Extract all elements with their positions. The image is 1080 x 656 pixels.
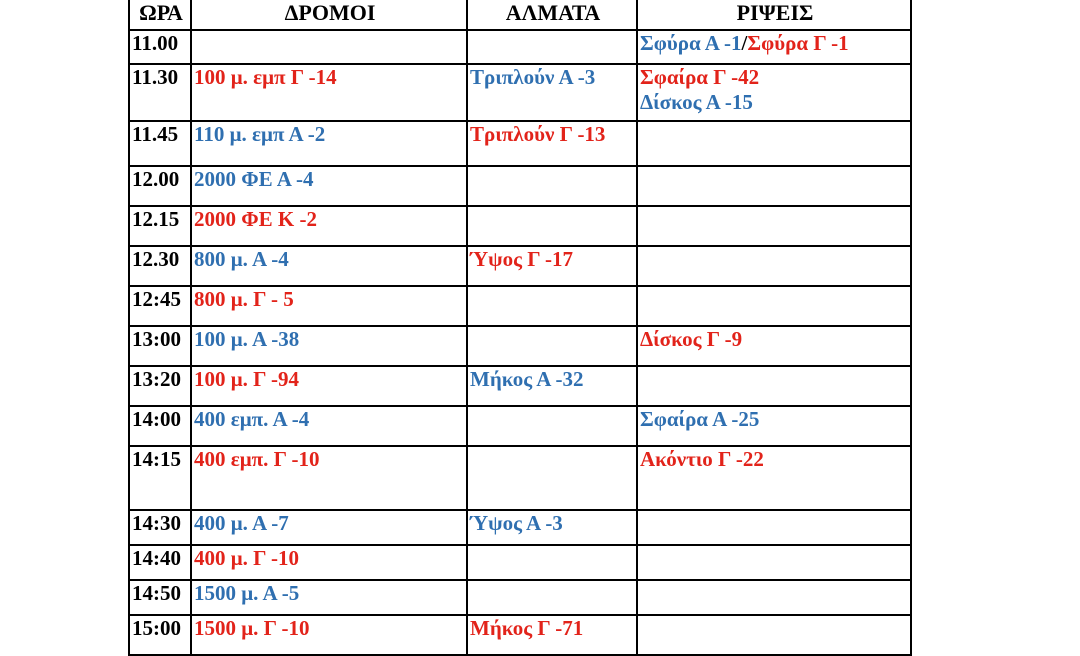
event-line [640, 327, 910, 352]
jumps-cell [467, 446, 637, 510]
time-cell: 14:40 [129, 545, 191, 580]
schedule-row [129, 545, 911, 580]
runs-cell [191, 64, 467, 121]
schedule-row [129, 510, 911, 545]
event-label: 800 μ. Α -4 [194, 247, 289, 271]
event-line [640, 90, 910, 115]
jumps-cell [467, 166, 637, 206]
throws-cell [637, 166, 911, 206]
throws-cell [637, 446, 911, 510]
schedule-row [129, 366, 911, 406]
event-line [470, 511, 636, 536]
event-line [640, 407, 910, 432]
event-line [194, 122, 466, 147]
throws-cell [637, 510, 911, 545]
event-label: 400 εμπ. Α -4 [194, 407, 310, 431]
event-line [470, 247, 636, 272]
event-line [194, 247, 466, 272]
event-label: Τριπλούν Α -3 [470, 65, 596, 89]
runs-cell [191, 121, 467, 166]
throws-cell [637, 30, 911, 64]
throws-cell [637, 121, 911, 166]
jumps-cell [467, 121, 637, 166]
event-label: Σφύρα Γ -1 [747, 31, 849, 55]
runs-cell [191, 326, 467, 366]
time-cell: 11.45 [129, 121, 191, 166]
time-cell: 11.00 [129, 30, 191, 64]
schedule-row [129, 166, 911, 206]
throws-cell [637, 366, 911, 406]
event-line [640, 447, 910, 472]
schedule-row [129, 286, 911, 326]
jumps-cell [467, 246, 637, 286]
event-label: 2000 ΦΕ Α -4 [194, 167, 314, 191]
event-line [470, 367, 636, 392]
throws-cell [637, 615, 911, 655]
runs-cell [191, 580, 467, 615]
runs-cell [191, 286, 467, 326]
jumps-cell [467, 366, 637, 406]
header-throws: ΡΙΨΕΙΣ [637, 0, 911, 30]
jumps-cell [467, 615, 637, 655]
time-cell: 12.30 [129, 246, 191, 286]
time-cell: 14:30 [129, 510, 191, 545]
event-line [194, 327, 466, 352]
runs-cell [191, 366, 467, 406]
schedule-row [129, 615, 911, 655]
event-line [194, 546, 466, 571]
throws-cell [637, 286, 911, 326]
event-label: 400 εμπ. Γ -10 [194, 447, 320, 471]
event-label: Σφαίρα Α -25 [640, 407, 760, 431]
time-cell: 14:15 [129, 446, 191, 510]
throws-cell [637, 406, 911, 446]
event-line [194, 407, 466, 432]
event-line [470, 616, 636, 641]
header-row [129, 0, 911, 30]
jumps-cell [467, 545, 637, 580]
time-cell: 13:20 [129, 366, 191, 406]
header-jumps: ΑΛΜΑΤΑ [467, 0, 637, 30]
header-runs: ΔΡΟΜΟΙ [191, 0, 467, 30]
event-label: 110 μ. εμπ Α -2 [194, 122, 326, 146]
schedule-table [128, 0, 912, 656]
event-label: / [741, 31, 748, 55]
schedule-row [129, 446, 911, 510]
event-line [194, 581, 466, 606]
event-label: Δίσκος Γ -9 [640, 327, 743, 351]
event-label: Ύψος Α -3 [470, 511, 563, 535]
header-time: ΩΡΑ [129, 0, 191, 30]
event-label: Σφύρα Α -1 [640, 31, 742, 55]
throws-cell [637, 206, 911, 246]
throws-cell [637, 64, 911, 121]
time-cell: 14:50 [129, 580, 191, 615]
event-line [194, 167, 466, 192]
time-cell: 15:00 [129, 615, 191, 655]
event-label: 400 μ. Γ -10 [194, 546, 299, 570]
event-label: 800 μ. Γ - 5 [194, 287, 294, 311]
throws-cell [637, 545, 911, 580]
jumps-cell [467, 30, 637, 64]
event-label: Μήκος Α -32 [470, 367, 584, 391]
throws-cell [637, 246, 911, 286]
event-line [640, 65, 910, 90]
runs-cell [191, 510, 467, 545]
event-line [194, 207, 466, 232]
jumps-cell [467, 510, 637, 545]
event-label: 1500 μ. Γ -10 [194, 616, 310, 640]
runs-cell [191, 446, 467, 510]
jumps-cell [467, 206, 637, 246]
event-label: 100 μ. εμπ Γ -14 [194, 65, 337, 89]
event-line [194, 447, 466, 472]
throws-cell [637, 580, 911, 615]
schedule-row [129, 326, 911, 366]
schedule-row [129, 121, 911, 166]
event-label: Τριπλούν Γ -13 [470, 122, 606, 146]
event-label: Σφαίρα Γ -42 [640, 65, 760, 89]
schedule-row [129, 206, 911, 246]
event-label: 100 μ. Γ -94 [194, 367, 299, 391]
schedule-row [129, 64, 911, 121]
time-cell: 12.00 [129, 166, 191, 206]
jumps-cell [467, 406, 637, 446]
event-label: 400 μ. Α -7 [194, 511, 289, 535]
time-cell: 12.15 [129, 206, 191, 246]
runs-cell [191, 545, 467, 580]
runs-cell [191, 246, 467, 286]
event-line [640, 31, 910, 56]
schedule-row [129, 246, 911, 286]
event-line [194, 367, 466, 392]
event-line [194, 616, 466, 641]
jumps-cell [467, 580, 637, 615]
event-line [470, 122, 636, 147]
event-label: 100 μ. Α -38 [194, 327, 300, 351]
time-cell: 13:00 [129, 326, 191, 366]
throws-cell [637, 326, 911, 366]
jumps-cell [467, 286, 637, 326]
event-label: 1500 μ. Α -5 [194, 581, 300, 605]
runs-cell [191, 406, 467, 446]
jumps-cell [467, 64, 637, 121]
jumps-cell [467, 326, 637, 366]
runs-cell [191, 30, 467, 64]
event-label: Ακόντιο Γ -22 [640, 447, 764, 471]
schedule-row [129, 30, 911, 64]
event-label: 2000 ΦΕ Κ -2 [194, 207, 317, 231]
event-label: Μήκος Γ -71 [470, 616, 584, 640]
schedule-row [129, 406, 911, 446]
runs-cell [191, 166, 467, 206]
schedule-row [129, 580, 911, 615]
event-label: Ύψος Γ -17 [470, 247, 574, 271]
runs-cell [191, 615, 467, 655]
time-cell: 11.30 [129, 64, 191, 121]
event-line [470, 65, 636, 90]
event-line [194, 287, 466, 312]
time-cell: 14:00 [129, 406, 191, 446]
time-cell: 12:45 [129, 286, 191, 326]
schedule-body [129, 30, 911, 655]
event-line [194, 65, 466, 90]
event-label: Δίσκος Α -15 [640, 90, 753, 114]
event-line [194, 511, 466, 536]
runs-cell [191, 206, 467, 246]
